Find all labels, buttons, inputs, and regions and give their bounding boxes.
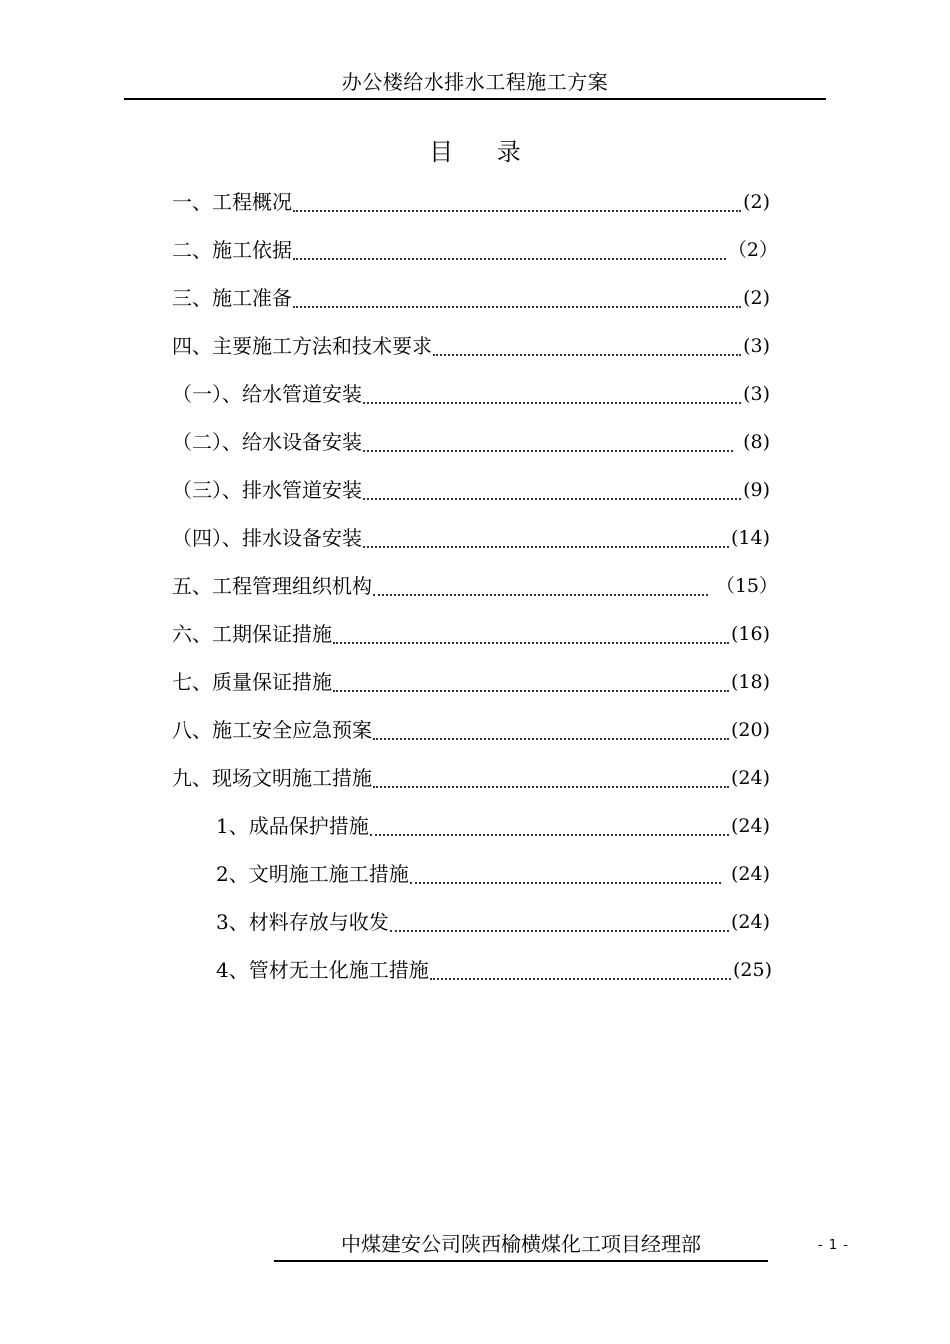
toc-entry[interactable] [172,188,770,216]
document-title: 办公楼给水排水工程施工方案 [341,70,609,94]
toc-leader-dots [373,737,729,740]
toc-leader-dots [433,353,741,356]
toc-entry-page: (16) [730,623,770,645]
toc-entry[interactable] [172,764,770,792]
toc-entry-page: (9) [743,479,770,501]
toc-entry-label: 3、材料存放与收发 [216,910,389,934]
toc-leader-dots [293,209,741,212]
toc-leader-dots [363,449,733,452]
toc-entry-label: 4、管材无土化施工措施 [216,958,429,982]
toc-entry-label: 二、施工依据 [172,238,292,262]
toc-entry-page: （15） [715,575,778,597]
toc-entry-page: (3) [743,335,770,357]
toc-entry-page: (20) [730,719,770,741]
toc-heading: 目 录 [429,138,521,166]
toc-entry[interactable] [172,380,770,408]
toc-entry-page: (18) [730,671,770,693]
footer-organization: 中煤建安公司陕西榆横煤化工项目经理部 [274,1230,768,1262]
toc-entry[interactable] [172,524,770,552]
toc-entry[interactable] [172,236,778,264]
toc-leader-dots [390,929,729,932]
toc-entry-page: (24) [730,911,770,933]
toc-entry[interactable] [172,284,770,312]
toc-leader-dots [363,497,741,500]
toc-entry-label: （二）、给水设备安装 [172,430,362,454]
toc-leader-dots [333,641,729,644]
toc-entry-label: （一）、给水管道安装 [172,382,362,406]
toc-entry[interactable] [172,620,770,648]
toc-entry-page: (2) [743,191,770,213]
toc-entry[interactable] [172,572,778,600]
toc-leader-dots [430,977,731,980]
toc-entry-label: 1、成品保护措施 [216,814,369,838]
toc-leader-dots [363,545,729,548]
toc-leader-dots [333,689,729,692]
toc-entry-page: (2) [743,287,770,309]
toc-entry[interactable] [216,860,770,888]
toc-entry-label: 七、质量保证措施 [172,670,332,694]
toc-leader-dots [410,881,721,884]
toc-entry-label: （四）、排水设备安装 [172,526,362,550]
toc-leader-dots [373,593,708,596]
toc-entry-label: 四、主要施工方法和技术要求 [172,334,432,358]
toc-entry[interactable] [172,428,770,456]
toc-entry[interactable] [172,668,770,696]
toc-leader-dots [293,305,741,308]
toc-entry-label: 六、工期保证措施 [172,622,332,646]
toc-entry-page: (14) [730,527,770,549]
toc-entry-label: 九、现场文明施工措施 [172,766,372,790]
toc-entry-label: 五、工程管理组织机构 [172,574,372,598]
toc-entry-label: （三）、排水管道安装 [172,478,362,502]
toc-entry-page: (8) [743,431,770,453]
toc-entry-label: 三、施工准备 [172,286,292,310]
toc-entry[interactable] [216,908,770,936]
toc-entry-label: 一、工程概况 [172,190,292,214]
toc-leader-dots [373,785,729,788]
page-number: - 1 - [818,1238,849,1253]
toc-entry[interactable] [172,476,770,504]
toc-entry[interactable] [172,716,770,744]
page-header [124,60,826,100]
toc-entry-page: (25) [732,959,772,981]
toc-entry-page: （2） [727,239,778,261]
toc-entry-label: 八、施工安全应急预案 [172,718,372,742]
toc-leader-dots [363,401,741,404]
toc-entry[interactable] [172,332,770,360]
toc-entry-label: 2、文明施工施工措施 [216,862,409,886]
toc-leader-dots [370,833,729,836]
toc-entry-page: (24) [730,767,770,789]
toc-entry-page: (3) [743,383,770,405]
toc-leader-dots [293,257,726,260]
toc-entry-page: (24) [730,815,770,837]
toc-entry[interactable] [216,812,770,840]
toc-entry[interactable] [216,956,772,984]
toc-entry-page: (24) [730,863,770,885]
